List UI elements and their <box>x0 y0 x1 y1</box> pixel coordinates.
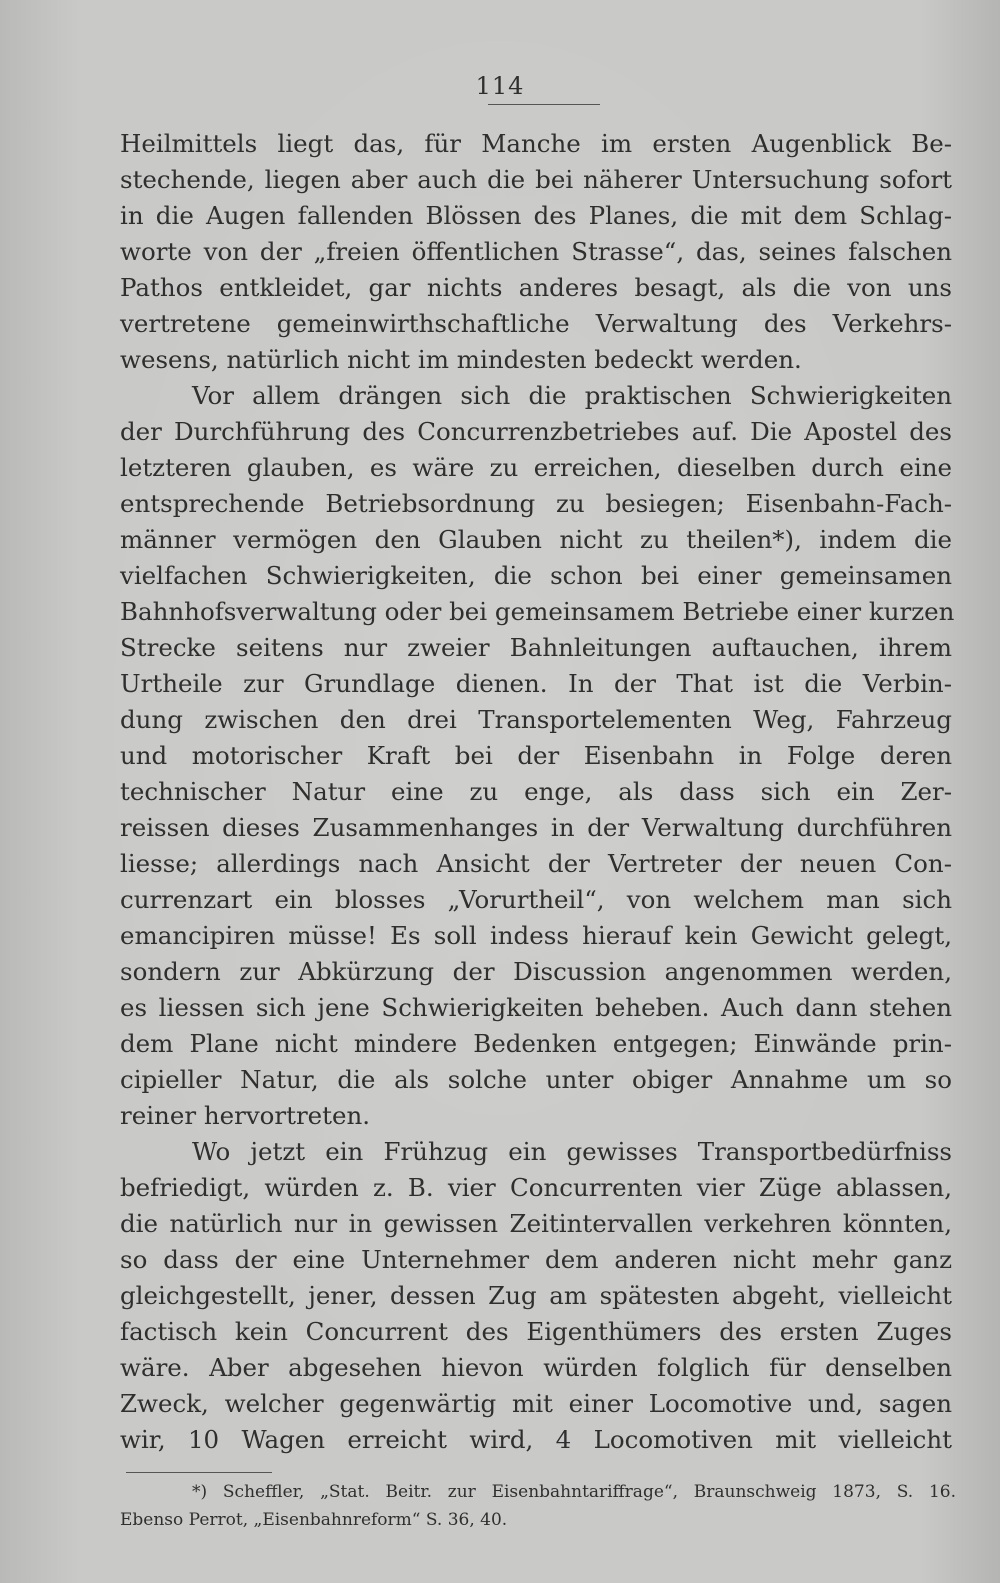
text-line: der Durchführung des Concurrenzbetriebes auf. Die Apostel des <box>120 417 952 446</box>
text-line: dung zwischen den drei Transportelementen Weg, Fahrzeug <box>120 705 952 734</box>
text-line: technischer Natur eine zu enge, als dass sich ein Zer- <box>120 777 952 806</box>
text-line: und motorischer Kraft bei der Eisenbahn in Folge deren <box>120 741 952 770</box>
footnote-rule <box>126 1472 272 1473</box>
text-line: dem Plane nicht mindere Bedenken entgegen; Einwände prin- <box>120 1029 952 1058</box>
text-line: Bahnhofsverwaltung oder bei gemeinsamem Betriebe einer kurzen <box>120 597 955 626</box>
text-line: Strecke seitens nur zweier Bahnleitungen auftauchen, ihrem <box>120 633 952 662</box>
footnote-line: *) Scheffler, „Stat. Beitr. zur Eisenbahntariffrage“, Braunschweig 1873, S. 16. <box>192 1482 956 1502</box>
text-line: so dass der eine Unternehmer dem anderen nicht mehr ganz <box>120 1245 952 1274</box>
text-line: wir, 10 Wagen erreicht wird, 4 Locomotiven mit vielleicht <box>120 1425 952 1454</box>
text-line: liesse; allerdings nach Ansicht der Vertreter der neuen Con- <box>120 849 952 878</box>
text-line: reiner hervortreten. <box>120 1101 371 1130</box>
footnotes <box>120 1478 956 1534</box>
header-rule <box>488 104 600 105</box>
text-line: die natürlich nur in gewissen Zeitintervallen verkehren könnten, <box>120 1209 952 1238</box>
text-line: vertretene gemeinwirthschaftliche Verwaltung des Verkehrs- <box>120 309 952 338</box>
text-line: Zweck, welcher gegenwärtig mit einer Locomotive und, sagen <box>120 1389 952 1418</box>
page-number: 114 <box>475 72 525 100</box>
text-line: gleichgestellt, jener, dessen Zug am spätesten abgeht, vielleicht <box>120 1281 952 1310</box>
text-line: Vor allem drängen sich die praktischen Schwierigkeiten <box>192 381 952 410</box>
text-line: in die Augen fallenden Blössen des Planes, die mit dem Schlag- <box>120 201 952 230</box>
text-line: factisch kein Concurrent des Eigenthümers des ersten Zuges <box>120 1317 952 1346</box>
text-line: befriedigt, würden z. B. vier Concurrenten vier Züge ablassen, <box>120 1173 952 1202</box>
text-line: Heilmittels liegt das, für Manche im ersten Augenblick Be- <box>120 129 952 158</box>
text-line: cipieller Natur, die als solche unter obiger Annahme um so <box>120 1065 952 1094</box>
text-line: sondern zur Abkürzung der Discussion angenommen werden, <box>120 957 952 986</box>
text-line: wesens, natürlich nicht im mindesten bedeckt werden. <box>120 345 802 374</box>
text-line: currenzart ein blosses „Vorurtheil“, von welchem man sich <box>120 885 952 914</box>
text-line: worte von der „freien öffentlichen Strasse“, das, seines falschen <box>120 237 952 266</box>
text-line: männer vermögen den Glauben nicht zu theilen*), indem die <box>120 525 952 554</box>
text-line: vielfachen Schwierigkeiten, die schon bei einer gemeinsamen <box>120 561 952 590</box>
body-text <box>120 126 955 1458</box>
text-line: Pathos entkleidet, gar nichts anderes besagt, als die von uns <box>120 273 952 302</box>
text-line: es liessen sich jene Schwierigkeiten beheben. Auch dann stehen <box>120 993 952 1022</box>
text-line: letzteren glauben, es wäre zu erreichen, dieselben durch eine <box>120 453 952 482</box>
text-line: emancipiren müsse! Es soll indess hierauf kein Gewicht gelegt, <box>120 921 952 950</box>
text-line: stechende, liegen aber auch die bei näherer Untersuchung sofort <box>120 165 952 194</box>
footnote-line: Ebenso Perrot, „Eisenbahnreform“ S. 36, 40. <box>120 1510 508 1530</box>
text-line: Urtheile zur Grundlage dienen. In der That ist die Verbin- <box>120 669 952 698</box>
text-line: wäre. Aber abgesehen hievon würden folglich für denselben <box>120 1353 952 1382</box>
text-line: entsprechende Betriebsordnung zu besiegen; Eisenbahn-Fach- <box>120 489 952 518</box>
text-line: Wo jetzt ein Frühzug ein gewisses Transportbedürfniss <box>192 1137 952 1166</box>
text-line: reissen dieses Zusammenhanges in der Verwaltung durchführen <box>120 813 952 842</box>
